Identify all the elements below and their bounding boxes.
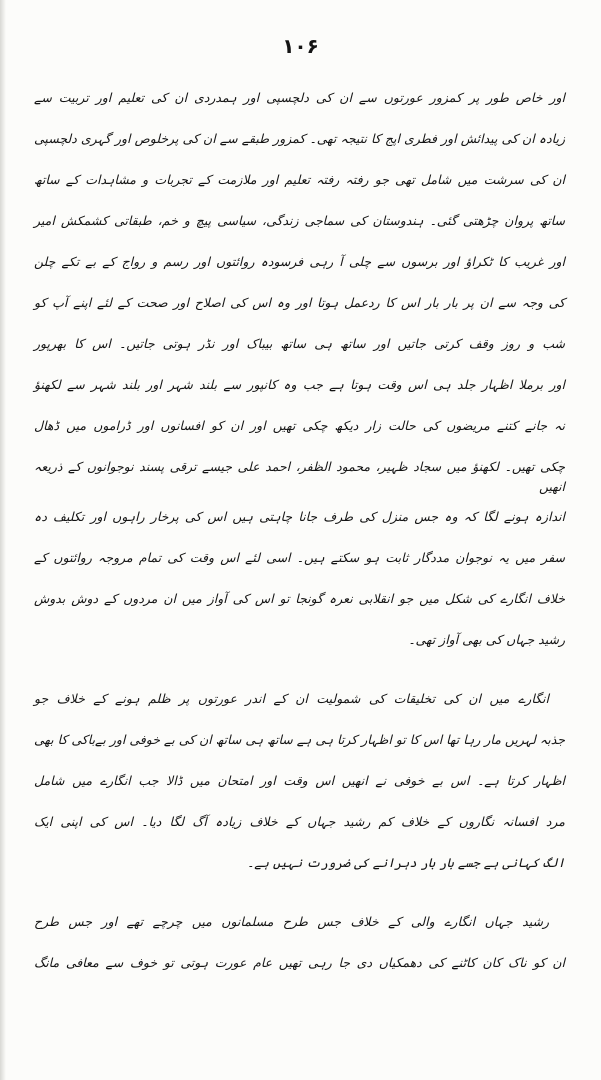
text-line: رشید جہاں کی بھی آواز تھی۔: [408, 632, 565, 647]
text-line: خلاف انگارے کی شکل میں جو انقلابی نعرہ گونجا تو اس کی آواز میں ان مردوں کے دوش بدوش: [34, 591, 565, 606]
page-number: ۱۰۶: [282, 34, 319, 58]
text-line: اور غریب کا ٹکراؤ اور برسوں سے چلی آ رہی فرسودہ روائتوں اور رسم و رواج کے بے تکے چلن: [34, 254, 565, 269]
text-line: انگارے میں ان کی تخلیقات کی شمولیت ان کے اندر عورتوں پر ظلم ہونے کے خلاف جو: [34, 691, 549, 706]
text-line: سفر میں یہ نوجوان مددگار ثابت ہو سکتے ہیں۔ اسی لئے اس وقت کی تمام مروجہ روائتوں کے: [34, 550, 565, 565]
text-line: جذبہ لہریں مار رہا تھا اس کا تو اظہار کرتا ہی ہے ساتھ ہی ساتھ ان کی بے خوفی اور بےباکی کا بھی: [34, 732, 565, 747]
text-line: الگ کہانی ہے جسے بار بار دہرانے کی ضرورت نہیں ہے۔: [246, 855, 565, 870]
text-line: چکی تھیں۔ لکھنؤ میں سجاد ظہیر، محمود الظفر، احمد علی جیسے ترقی پسند نوجوانوں کے ذریعہ انھیں: [34, 459, 565, 494]
text-line: مرد افسانہ نگاروں کے خلاف کم رشید جہاں کے خلاف زیادہ آگ لگا دیا۔ اس کی اپنی ایک: [34, 814, 565, 829]
text-line: نہ جانے کتنے مریضوں کی حالت زار دیکھ چکی تھیں اور ان کو افسانوں اور ڈراموں میں ڈھال: [34, 418, 565, 433]
text-line: رشید جہاں انگارے والی کے خلاف جس طرح مسلمانوں میں چرچے تھے اور جس طرح: [34, 914, 549, 929]
text-line: اندازہ ہونے لگا کہ وہ جس منزل کی طرف جانا چاہتی ہیں اس کی پرخار راہوں اور تکلیف دہ: [34, 509, 565, 524]
text-line: ان کی سرشت میں شامل تھی جو رفتہ رفتہ تعلیم اور ملازمت کے تجربات و مشاہدات کے ساتھ: [34, 172, 565, 187]
text-line: ساتھ پروان چڑھتی گئی۔ ہندوستان کی سماجی زندگی، سیاسی پیچ و خم، طبقاتی کشمکش امیر: [34, 213, 565, 228]
text-line: اور خاص طور پر کمزور عورتوں سے ان کی دلچسپی اور ہمدردی ان کی تعلیم اور تربیت سے: [34, 90, 565, 105]
text-line: اظہار کرتا ہے۔ اس بے خوفی نے انھیں اس وقت اور امتحان میں ڈالا جب انگارے میں شامل: [34, 773, 565, 788]
text-line: کی وجہ سے ان پر بار بار اس کا ردعمل ہوتا اور وہ اس کی اصلاح اور صحت کے لئے اپنے آپ کو: [34, 295, 565, 310]
text-line: اور برملا اظہار جلد ہی اس وقت ہوتا ہے جب وہ کانپور سے بلند شہر اور بلند شہر سے لکھنؤ: [34, 377, 565, 392]
text-line: زیادہ ان کی پیدائش اور فطری اپج کا نتیجہ تھی۔ کمزور طبقے سے ان کی پرخلوص اور گہری دلچسپی: [34, 131, 565, 146]
text-line: شب و روز وقف کرتی جاتیں اور ساتھ ہی ساتھ بیباک اور نڈر ہوتی جاتیں۔ اس کا بھرپور: [34, 336, 565, 351]
text-line: ان کو ناک کان کاٹنے کی دھمکیاں دی جا رہی تھیں عام عورت ہوتی تو خوف سے معافی مانگ: [34, 955, 565, 970]
